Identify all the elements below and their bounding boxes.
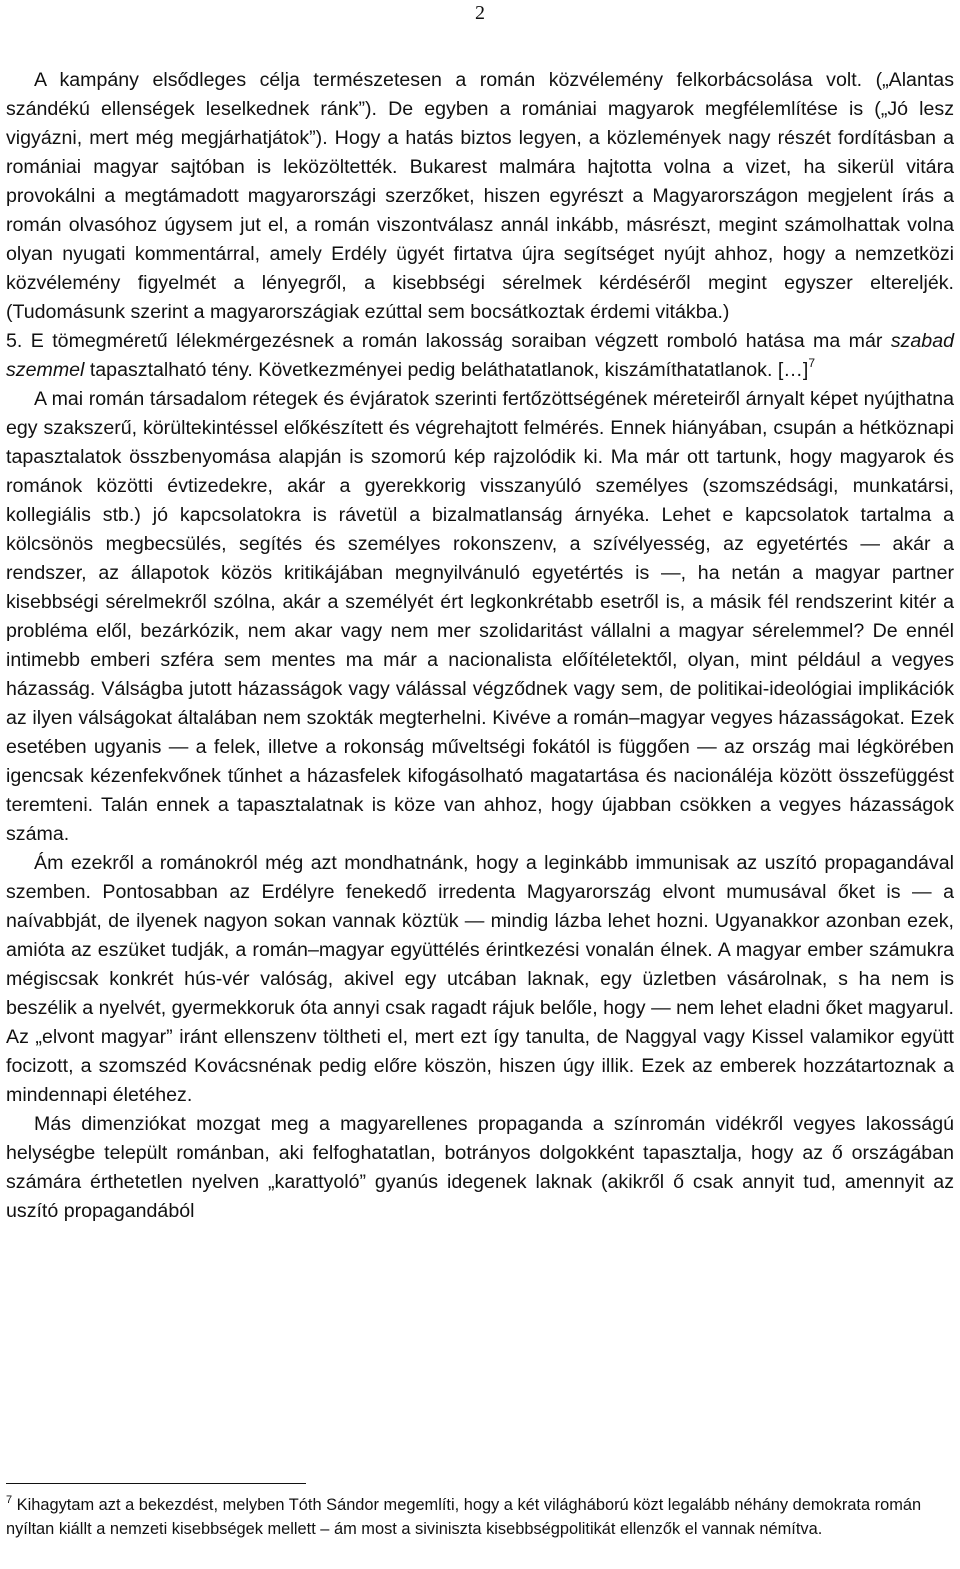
- body-text: [6, 66, 954, 1226]
- paragraph: [6, 385, 954, 849]
- paragraph: [6, 1110, 954, 1226]
- paragraph-text: tapasztalható tény. Következményei pedig beláthatatlanok, kiszámíthatatlanok. […]: [84, 359, 809, 381]
- paragraph: [6, 849, 954, 1110]
- paragraph: [6, 66, 954, 327]
- paragraph-text: Ám ezekről a románokról még azt mondhatnánk, hogy a leginkább immunisak az uszító propagandával szemben. Pontosabban az Erdélyre fenekedő irredenta Magyarország elvont mumusával őket is — a naívabbját, de ilyenek nagyon sokan vannak köztük — mindig lázba lehet hozni. Ugyanakkor azonban ezek, amióta az eszüket tudják, a román–magyar együttélés érintkezési vonalán élnek. A magyar ember számukra mégiscsak konkrét hús-vér valóság, akivel egy utcában laknak, egy üzletben vásárolnak, s ha nem is beszélik a nyelvét, gyermekkoruk óta annyi csak ragadt rájuk belőle, hogy — nem lehet eladni őket magyarul. Az „elvont magyar” iránt ellenszenv töltheti el, mert ezt így tanulta, de Naggyal vagy Kissel valamikor együtt focizott, a szomszéd Kovácsnénak pedig előre köszön, hiszen úgy illik. Ezek az emberek hozzátartoznak a mindennapi életéhez.: [6, 852, 954, 1106]
- footnote-text: Kihagytam azt a bekezdést, melyben Tóth Sándor megemlíti, hogy a két világháború közt legalább néhány demokrata román nyíltan kiállt a nemzeti kisebbségek mellett – ám most a sivinisztа kisebbségpolitikát ellenzők el vannak némítva.: [6, 1496, 922, 1538]
- footnote-marker: 7: [6, 1494, 13, 1506]
- paragraph-text: Más dimenziókat mozgat meg a magyarellenes propaganda a színromán vidékről vegyes lakosságú helységbe települt románban, aki felfoghatatlan, botrányos dolgokként tapasztalja, hogy az ő országában számára érthetetlen nyelven „karattyoló” gyanús idegenek laknak (akikről ő csak annyit tud, amennyit az uszító propagandából: [6, 1113, 954, 1222]
- paragraph-text: A mai román társadalom rétegek és évjáratok szerinti fertőzöttségének méreteiről árnyalt képet nyújthatna egy szakszerű, körültekintéssel előkészített és végrehajtott felmérés. Ennek hiányában, csupán a hétköznapi tapasztalatok összbenyomása alapján is szomorú kép rajzolódik ki. Ma már ott tartunk, hogy magyarok és románok közötti évtizedekre, akár a gyerekkorig visszanyúló személyes (szomszédsági, munkatársi, kollegiális stb.) jó kapcsolatokra is rávetül a bizalmatlanság árnyéka. Lehet e kapcsolatok tartalma a kölcsönös megbecsülés, segítés és személyes rokonszenv, a szívélyesség, az egyetértés — akár a rendszer, az állapotok közös kritikájában megnyilvánuló egyetértés is —, ha netán a magyar partner kisebbségi sérelmekről szólna, akár a személyét ért legkonkrétabb esetről is, a másik fél rendszerint kitér a probléma elől, bezárkózik, nem akar vagy nem mer szolidaritást vállalni a magyar sérelemmel? De ennél intimebb emberi szféra sem mentes ma már a nacionalista előítéletektől, olyan, mint például a vegyes házasság. Válságba jutott házasságok vagy válással végződnek vagy sem, de politikai-ideológiai implikációk az ilyen válságokat általában nem szokták megterhelni. Kivéve a román–magyar vegyes házasságokat. Ezek esetében ugyanis — a felek, illetve a rokonság műveltségi fokától is függően — az ország mai légkörében igencsak kézenfekvőnek tűnhet a házasfelek kifogásolható magatartása és nacionáléja között összefüggést teremteni. Talán ennek a tapasztalatnak is köze van ahhoz, hogy újabban csökken a vegyes házasságok száma.: [6, 388, 954, 845]
- paragraph-text: 5. E tömegméretű lélekmérgezésnek a román lakosság soraiban végzett romboló hatása ma már: [6, 330, 891, 352]
- page-number: 2: [475, 2, 485, 24]
- paragraph-text: A kampány elsődleges célja természetesen a román közvélemény felkorbácsolása volt. („Alantas szándékú ellenségek leselkednek ránk”). De egyben a romániai magyarok megfélemlítése is („Jó lesz vigyázni, mert még megjárhatjátok”). Hogy a hatás biztos legyen, a közlemények nagy részét fordításban a romániai magyar sajtóban is leközöltették. Bukarest malmára hajtotta volna a vizet, ha sikerül vitára provokálni a megtámadott magyarországi szerzőket, hiszen egyrészt a Magyarországon megjelent írás a román olvasóhoz úgysem jut el, a román viszontválasz annál inkább, másrészt, megint számolhattak volna olyan nyugati kommentárral, amely Erdély ügyét firtatva újra segítséget nyújt ahhoz, hogy a nemzetközi közvélemény figyelmét a lényegről, a kisebbségi sérelmek kérdéséről megint egyszer eltereljék. (Tudomásunk szerint a magyarországiak ezúttal sem bocsátkoztak érdemi vitákba.): [6, 69, 954, 323]
- paragraph: [6, 327, 954, 385]
- footnote-reference: 7: [808, 356, 816, 370]
- footnote-separator: [6, 1483, 306, 1484]
- emphasized-text: szabad szemmel: [6, 330, 954, 381]
- footnote-7: [6, 1493, 946, 1541]
